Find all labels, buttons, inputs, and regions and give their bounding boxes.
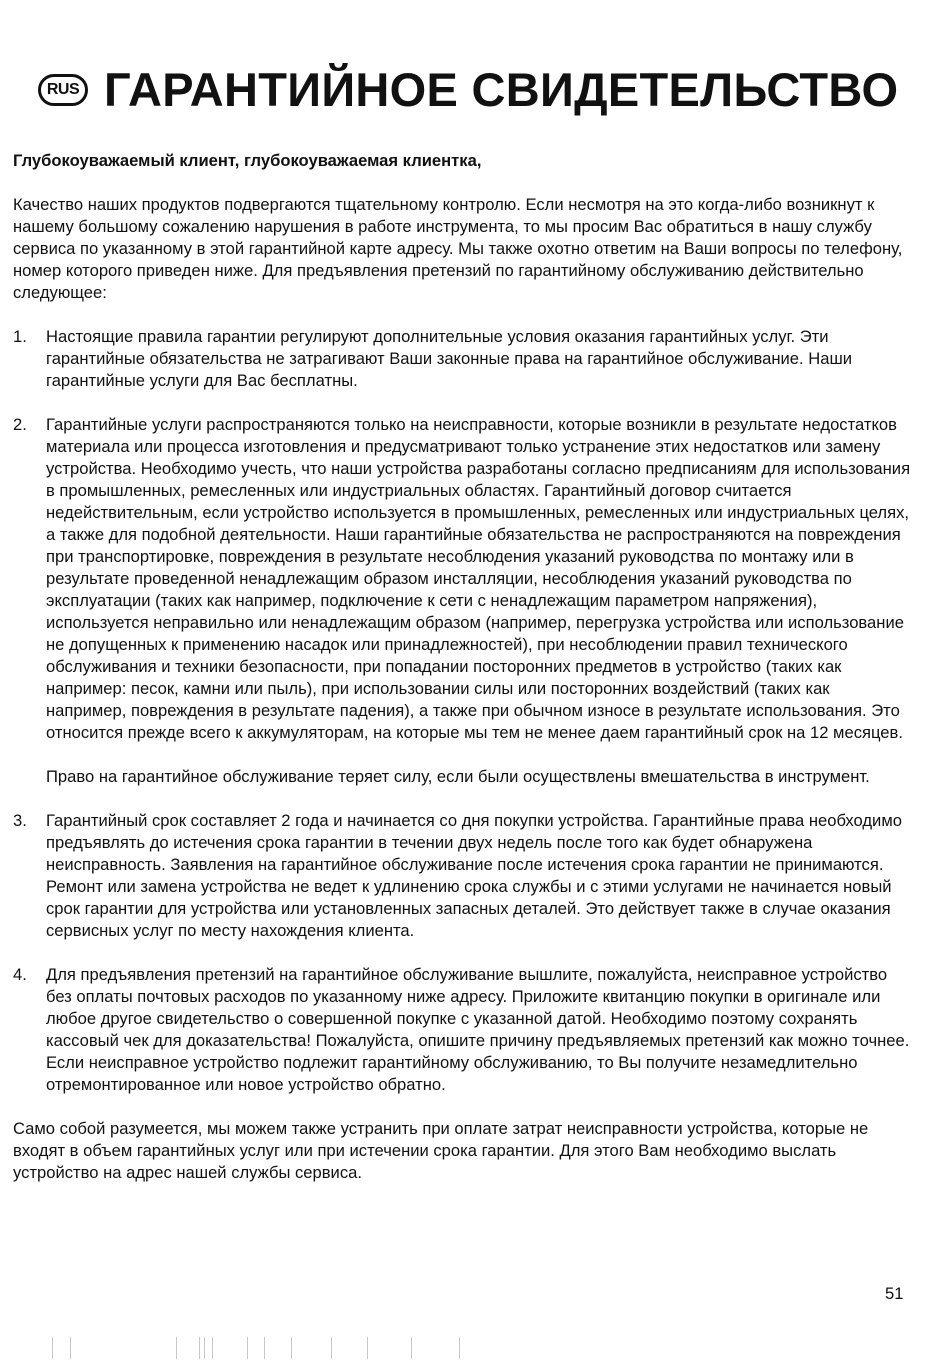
scan-artifacts xyxy=(0,1335,950,1363)
page-title: ГАРАНТИЙНОЕ СВИДЕТЕЛЬСТВО xyxy=(104,63,899,116)
page-header xyxy=(38,62,898,118)
list-item-text: Гарантийные услуги распространяются только на неисправности, которые возникли в результате недостатков материала или процесса изготовления и предусматривают только устранение этих недостатков или замену устройства. Необходимо учесть, что наши устройства разработаны согласно предписаниям для использования в промышленных, ремесленных или индустриальных областях. Гарантийный договор считается недействительным, если устройство используется в промышленных, ремесленных или индустриальных целях, а также для подобной деятельности. Наши гарантийные обязательства не распространяются на повреждения при транспортировке, повреждения в результате несоблюдения указаний руководства по монтажу или в результате проведенной ненадлежащим образом инсталляции, несоблюдения указаний руководства по эксплуатации (таких как например, подключение к сети с ненадлежащим параметром напряжения), используется неправильно или ненадлежащим образом (например, перегрузка устройства или использование не допущенных к применению насадок или принадлежностей), при несоблюдении правил технического обслуживания и техники безопасности, при попадании посторонних предметов в устройство (таких как например: песок, камни или пыль), при использовании силы или посторонних воздействий (таких как например, повреждения в результате падения), а также при обычном износе в результате использования. Это относится прежде всего к аккумуляторам, на которые мы тем не менее даем гарантийный срок на 12 месяцев. xyxy=(46,415,911,742)
list-item-subparagraph: Право на гарантийное обслуживание теряет силу, если были осуществлены вмешательства в инструмент. xyxy=(46,767,870,786)
list-item-text: Настоящие правила гарантии регулируют дополнительные условия оказания гарантийных услуг. Эти гарантийные обязательства не затрагивают Ваши законные права на гарантийное обслуживание. Наши гарантийные услуги для Вас бесплатны. xyxy=(46,327,853,390)
list-item-text: Для предъявления претензий на гарантийное обслуживание вышлите, пожалуйста, неисправное устройство без оплаты почтовых расходов по указанному ниже адресу. Приложите квитанцию покупки в оригинале или любое другое свидетельство о совершенной покупке с указанной датой. Необходимо поэтому сохранять кассовый чек для доказательства! Пожалуйста, опишите причину предъявляемых претензий как можно точнее. Если неисправное устройство подлежит гарантийному обслуживанию, то Вы получите незамедлительно отремонтированное или новое устройство обратно. xyxy=(46,965,910,1094)
greeting: Глубокоуважаемый клиент, глубокоуважаемая клиентка, xyxy=(13,151,482,170)
list-item xyxy=(13,326,913,392)
list-item-number: 3. xyxy=(13,811,27,830)
terms-list xyxy=(13,326,913,1096)
intro-paragraph: Качество наших продуктов подвергаются тщательному контролю. Если несмотря на это когда-либо возникнут к нашему большому сожалению нарушения в работе инструмента, то мы просим Вас обратиться в нашу службу сервиса по указанному в этой гарантийной карте адресу. Мы также охотно ответим на Ваши вопросы по телефону, номер которого приведен ниже. Для предъявления претензий по гарантийному обслуживанию действительно следующее: xyxy=(13,195,903,302)
language-badge: RUS xyxy=(38,74,88,106)
page-number: 51 xyxy=(885,1284,904,1303)
list-item-number: 4. xyxy=(13,965,27,984)
closing-paragraph: Само собой разумеется, мы можем также устранить при оплате затрат неисправности устройства, которые не входят в объем гарантийных услуг или при истечении срока гарантии. Для этого Вам необходимо выслать устройство на адрес нашей службы сервиса. xyxy=(13,1119,869,1182)
list-item xyxy=(13,810,913,942)
list-item-number: 1. xyxy=(13,327,27,346)
list-item-text: Гарантийный срок составляет 2 года и начинается со дня покупки устройства. Гарантийные права необходимо предъявлять до истечения срока гарантии в течении двух недель после того как будет обнаружена неисправность. Заявления на гарантийное обслуживание после истечения срока гарантии не принимаются. Ремонт или замена устройства не ведет к удлинению срока службы и с этими услугами не начинается новый срок гарантии для устройства или установленных запасных деталей. Это действует также в случае оказания сервисных услуг по месту нахождения клиента. xyxy=(46,811,902,940)
list-item xyxy=(13,964,913,1096)
list-item-number: 2. xyxy=(13,415,27,434)
document-body xyxy=(13,150,913,1184)
list-item xyxy=(13,414,913,788)
